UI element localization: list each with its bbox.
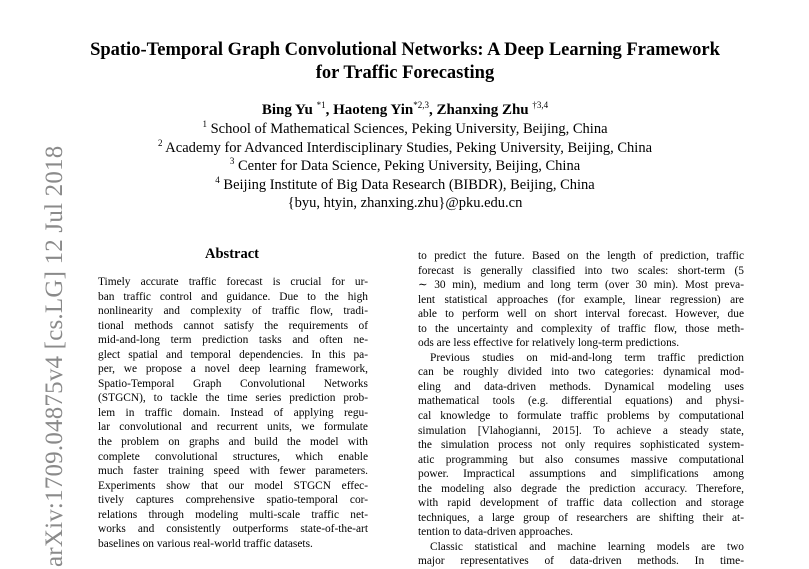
intro-line: tention to data-driven approaches. — [418, 526, 573, 539]
affiliation — [40, 139, 770, 158]
intro-line: simulation [Vlahogianni, 2015]. To achieve a steady state, — [418, 424, 744, 437]
introduction-body — [418, 249, 744, 569]
intro-line: to predict the future. Based on the length of prediction, traffic — [418, 250, 744, 262]
author-marker: †3,4 — [532, 100, 549, 110]
abstract-line: Spatio-Temporal Graph Convolutional Networks — [98, 377, 368, 390]
affiliation-number: 1 — [202, 119, 207, 129]
intro-line: power. Impractical assumptions and simplifications among — [418, 468, 744, 481]
abstract-line: nonlinearity and complexity of traffic flow, tradi- — [98, 305, 368, 318]
affiliation — [40, 157, 770, 176]
abstract-line: lem in traffic domain. Instead of applying regu- — [98, 406, 368, 419]
affiliation-number: 2 — [157, 137, 163, 148]
intro-line: Previous studies on mid-and-long term traffic prediction — [430, 351, 744, 364]
abstract-line: baselines on various real-world traffic datasets. — [98, 537, 313, 550]
affiliation-number: 3 — [229, 156, 235, 167]
abstract-line: Experiments show that our model STGCN effec- — [98, 479, 368, 492]
abstract-line: (STGCN), to tackle the time series prediction prob- — [98, 392, 368, 405]
author-marker: *2,3 — [413, 100, 430, 110]
intro-line: major representatives of data-driven methods. In time- — [418, 555, 744, 568]
author-name: Haoteng Yin — [333, 102, 414, 118]
intro-line: with rapid development of traffic data collection and storage — [418, 497, 744, 510]
author-email: {byu, htyin, zhanxing.zhu}@pku.edu.cn — [287, 195, 523, 212]
abstract-line: tional methods cannot satisfy the requirements of — [98, 319, 368, 332]
intro-line: can be roughly divided into two categories: dynamical mod- — [418, 366, 744, 379]
abstract-line: much faster training speed with fewer parameters. — [98, 465, 368, 478]
arxiv-stamp: arXiv:1709.04875v4 [cs.LG] 12 Jul 2018 — [41, 145, 68, 567]
affiliation-list — [40, 120, 770, 213]
abstract-line: works and consistently outperforms state-of-the-art — [98, 523, 368, 536]
intro-line: mathematical tools (e.g. differential equations) and physi- — [418, 395, 744, 408]
intro-line: the modeling also degrade the prediction accuracy. Therefore, — [418, 482, 744, 495]
intro-line: techniques, a large group of researchers are shifting their at- — [418, 511, 744, 524]
affiliation-text: School of Mathematical Sciences, Peking University, Beijing, China — [210, 121, 608, 137]
author-name: Zhanxing Zhu — [436, 102, 529, 118]
intro-line: able to perform well on short interval forecast. However, due — [418, 308, 744, 321]
intro-line: ods are less effective for relatively long-term predictions. — [418, 337, 680, 350]
abstract-line: the problem on graphs and build the model with — [98, 436, 368, 449]
affiliation — [40, 120, 770, 139]
abstract-line: ban traffic control and guidance. Due to the high — [98, 290, 368, 303]
intro-line: to the uncertainty and complexity of traffic flow, those meth- — [418, 322, 744, 335]
abstract-line: glect spatial and temporal dependencies. In this pa- — [98, 348, 368, 361]
paper-title — [40, 39, 770, 85]
intro-line: lent statistical approaches (for example, linear regression) are — [418, 293, 744, 306]
abstract-line: tively captures comprehensive spatio-temporal cor- — [98, 494, 368, 507]
abstract-line: relations through modeling multi-scale traffic net- — [98, 508, 368, 521]
intro-line: eling and data-driven methods. Dynamical modeling uses — [418, 380, 744, 393]
affiliation-number: 4 — [215, 174, 220, 185]
intro-line: Classic statistical and machine learning models are two — [430, 540, 744, 553]
affiliation-text: Academy for Advanced Interdisciplinary Studies, Peking University, Beijing, China — [165, 139, 653, 156]
title-line: Spatio-Temporal Graph Convolutional Networks: A Deep Learning Framework — [90, 40, 720, 60]
abstract-line: complete convolutional structures, which enable — [98, 450, 368, 463]
intro-line: the simulation process not only requires sophisticated system- — [418, 439, 744, 452]
author-marker: *1 — [316, 100, 326, 110]
abstract-body — [98, 275, 368, 551]
author-name: Bing Yu — [261, 102, 313, 118]
abstract-heading: Abstract — [205, 246, 259, 262]
abstract-line: per, we propose a novel deep learning framework, — [98, 363, 368, 376]
affiliation-text: Center for Data Science, Peking University, Beijing, China — [237, 158, 581, 175]
title-line: for Traffic Forecasting — [315, 63, 495, 83]
abstract-line: mid-and-long term prediction tasks and often ne- — [98, 334, 368, 347]
affiliation-text: Beijing Institute of Big Data Research (BIBDR), Beijing, China — [223, 176, 595, 193]
abstract-line: lar convolutional and recurrent units, we formulate — [98, 421, 368, 434]
abstract-line: Timely accurate traffic forecast is crucial for ur- — [98, 276, 368, 288]
intro-line: ∼ 30 min), medium and long term (over 30 min). Most preva- — [418, 279, 744, 292]
intro-line: cal knowledge to formulate traffic problems by computational — [418, 410, 744, 423]
intro-line: forecast is generally classified into two scales: short-term (5 — [418, 264, 744, 277]
intro-line: atic programming but also consumes massive computational — [418, 453, 744, 466]
author-list: Bing Yu $^{*1}$, Haoteng Yin$^{*2,3}$, Zhanxing Zhu $^{\dagger 3,4}$ — [261, 100, 549, 118]
affiliation — [40, 176, 770, 195]
